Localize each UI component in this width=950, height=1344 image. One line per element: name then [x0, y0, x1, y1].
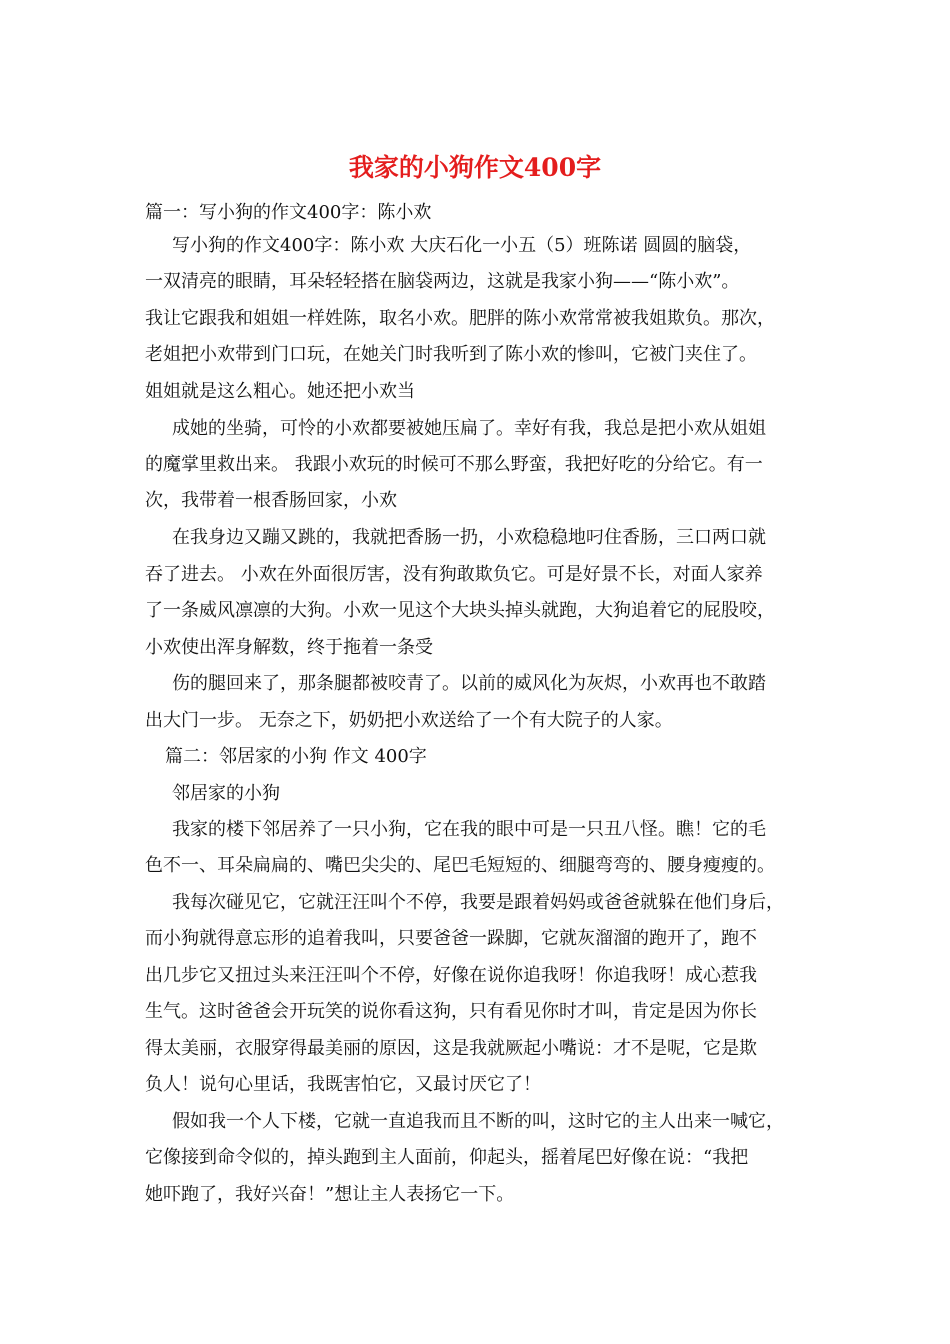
text-line: 得太美丽，衣服穿得最美丽的原因，这是我就厥起小嘴说：才不是呢，它是欺	[145, 1038, 757, 1059]
text-line: 写小狗的作文400字：陈小欢 大庆石化一小五（5）班陈诺 圆圆的脑袋，	[172, 235, 752, 256]
text-line: 小欢使出浑身解数，终于拖着一条受	[145, 637, 433, 658]
text-line: 假如我一个人下楼，它就一直追我而且不断的叫，这时它的主人出来一喊它，	[172, 1111, 784, 1132]
text-line: 次，我带着一根香肠回家，小欢	[145, 490, 397, 511]
text-line: 它像接到命令似的，掉头跑到主人面前，仰起头，摇着尾巴好像在说：“我把	[145, 1147, 749, 1168]
text-line: 出几步它又扭过头来汪汪叫个不停，好像在说你追我呀！你追我呀！成心惹我	[145, 965, 757, 986]
text-line: 了一条威风凛凛的大狗。小欢一见这个大块头掉头就跑，大狗追着它的屁股咬，	[145, 600, 775, 621]
text-line: 而小狗就得意忘形的追着我叫，只要爸爸一跺脚，它就灰溜溜的跑开了，跑不	[145, 928, 757, 949]
text-line: 篇二：邻居家的小狗 作文 400字	[165, 746, 427, 767]
text-line: 伤的腿回来了，那条腿都被咬青了。以前的威风化为灰烬，小欢再也不敢踏	[172, 673, 766, 694]
text-line: 生气。这时爸爸会开玩笑的说你看这狗，只有看见你时才叫，肯定是因为你长	[145, 1001, 757, 1022]
text-line: 的魔掌里救出来。 我跟小欢玩的时候可不那么野蛮，我把好吃的分给它。有一	[145, 454, 763, 475]
text-line: 篇一：写小狗的作文400字：陈小欢	[145, 202, 432, 223]
text-line: 负人！说句心里话，我既害怕它，又最讨厌它了！	[145, 1074, 541, 1095]
text-line: 我家的楼下邻居养了一只小狗，它在我的眼中可是一只丑八怪。瞧！它的毛	[172, 819, 766, 840]
document-title: 我家的小狗作文400字	[348, 153, 602, 182]
text-line: 老姐把小欢带到门口玩，在她关门时我听到了陈小欢的惨叫，它被门夹住了。	[145, 344, 757, 365]
text-line: 我让它跟我和姐姐一样姓陈，取名小欢。肥胖的陈小欢常常被我姐欺负。那次，	[145, 308, 775, 329]
text-line: 色不一、耳朵扁扁的、嘴巴尖尖的、尾巴毛短短的、细腿弯弯的、腰身瘦瘦的。	[145, 855, 775, 876]
text-line: 邻居家的小狗	[172, 783, 280, 804]
text-line: 我每次碰见它，它就汪汪叫个不停，我要是跟着妈妈或爸爸就躲在他们身后，	[172, 892, 784, 913]
text-line: 吞了进去。 小欢在外面很厉害，没有狗敢欺负它。可是好景不长，对面人家养	[145, 564, 763, 585]
text-line: 在我身边又蹦又跳的，我就把香肠一扔，小欢稳稳地叼住香肠，三口两口就	[172, 527, 766, 548]
text-line: 她吓跑了，我好兴奋！”想让主人表扬它一下。	[145, 1184, 515, 1205]
text-line: 成她的坐骑，可怜的小欢都要被她压扁了。幸好有我，我总是把小欢从姐姐	[172, 418, 766, 439]
text-line: 姐姐就是这么粗心。她还把小欢当	[145, 381, 415, 402]
text-line: 出大门一步。 无奈之下，奶奶把小欢送给了一个有大院子的人家。	[145, 710, 673, 731]
text-line: 一双清亮的眼睛，耳朵轻轻搭在脑袋两边，这就是我家小狗——“陈小欢”。	[145, 271, 740, 292]
